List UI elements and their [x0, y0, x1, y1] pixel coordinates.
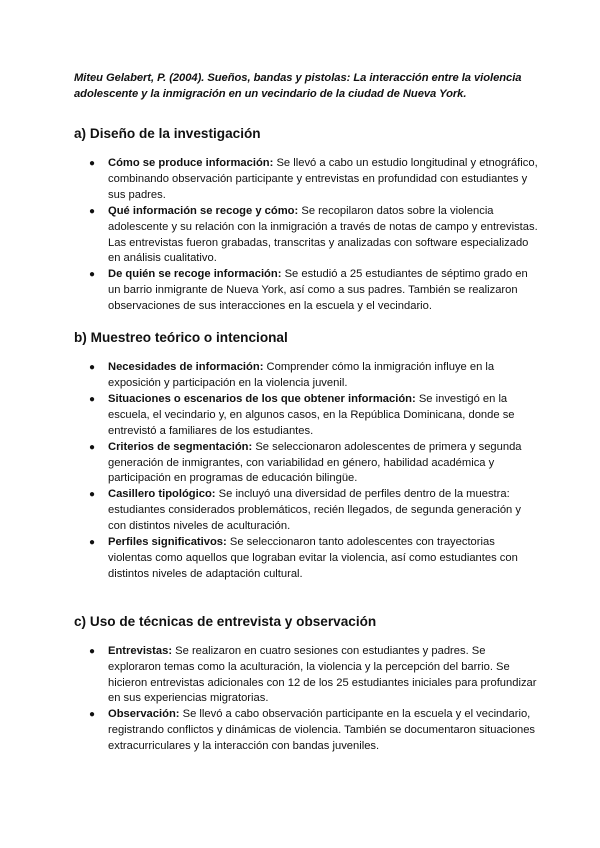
item-label: Casillero tipológico:	[108, 488, 216, 501]
item-label: Criterios de segmentación:	[108, 440, 253, 453]
item-text: Se llevó a cabo un estudio longitudinal y etnográfico, combinando observación participante y entrevistas en profundidad con estudiantes y sus padres.	[108, 157, 538, 201]
item-label: Situaciones o escenarios de los que obtener información:	[108, 392, 416, 405]
citation: Miteu Gelabert, P. (2004). Sueños, bandas y pistolas: La interacción entre la violencia adolescente y la inmigración en un vecindario de la ciudad de Nueva York.	[74, 72, 522, 100]
section-title: Diseño de la investigación	[89, 126, 261, 141]
item-text: Comprender cómo la inmigración influye en la exposición y participación en la violencia juvenil.	[108, 361, 495, 389]
list-item	[74, 267, 538, 315]
section-letter: a)	[74, 126, 87, 141]
item-label: Entrevistas:	[108, 644, 173, 657]
list-item	[74, 487, 538, 535]
item-text: Se incluyó una diversidad de perfiles dentro de la muestra: estudiantes considerados problemáticos, recién llegados, de segunda generación y con distintos niveles de aculturación.	[108, 488, 521, 533]
list-item	[74, 156, 538, 204]
item-text: Se recopilaron datos sobre la violencia adolescente y su relación con la inmigración a través de notas de campo y entrevistas. Las entrevistas fueron grabadas, transcritas y analizadas con software especializado en análisis cualitativo.	[108, 204, 538, 265]
item-text: Se seleccionaron tanto adolescentes con trayectorias violentas como aquellos que lograban evitar la violencia, así como estudiantes con distintos niveles de adaptación cultural.	[108, 536, 518, 580]
item-text: Se investigó en la escuela, el vecindario y, en algunos casos, en la República Dominicana, donde se entrevistó a familiares de los estudiantes.	[108, 392, 515, 437]
bullet-icon: ●	[89, 362, 96, 374]
item-label: Necesidades de información:	[108, 361, 264, 374]
list-item	[74, 360, 538, 392]
bullet-icon: ●	[89, 709, 96, 721]
section-b-list	[74, 360, 538, 583]
bullet-icon: ●	[89, 158, 96, 169]
list-item	[74, 440, 538, 488]
bullet-icon: ●	[89, 393, 96, 405]
item-label: Observación:	[108, 708, 180, 721]
bullet-icon: ●	[89, 489, 96, 501]
section-letter: c)	[74, 613, 87, 629]
list-item	[74, 707, 538, 755]
bullet-icon: ●	[89, 441, 96, 453]
bullet-icon: ●	[89, 537, 96, 549]
section-heading-b	[74, 329, 538, 347]
section-heading-c	[74, 613, 538, 631]
item-label: Cómo se produce información:	[108, 157, 274, 169]
section-a-list	[74, 156, 538, 315]
section-title: Uso de técnicas de entrevista y observación	[89, 613, 377, 629]
item-label: Perfiles significativos:	[108, 536, 227, 549]
section-title: Muestreo teórico o intencional	[90, 330, 288, 346]
bullet-icon: ●	[89, 269, 96, 281]
item-text: Se estudió a 25 estudiantes de séptimo grado en un barrio inmigrante de Nueva York, así como a sus padres. También se realizaron observaciones de sus interacciones en la escuela y el vecindario.	[108, 268, 528, 313]
list-item	[74, 392, 538, 440]
list-item	[74, 204, 538, 268]
section-heading-a	[74, 125, 538, 143]
item-text: Se llevó a cabo observación participante en la escuela y el vecindario, registrando conflictos y dinámicas de violencia. También se documentaron situaciones extracurriculares y la interacción con bandas juveniles.	[108, 708, 536, 753]
item-text: Se seleccionaron adolescentes de primera y segunda generación de inmigrantes, con variabilidad en género, habilidad académica y participación en programas de educación bilingüe.	[108, 440, 522, 485]
item-label: De quién se recoge información:	[108, 268, 282, 281]
list-item	[74, 644, 538, 708]
bullet-icon: ●	[89, 205, 96, 217]
bullet-icon: ●	[89, 645, 96, 657]
item-text: Se realizaron en cuatro sesiones con estudiantes y padres. Se exploraron temas como la aculturación, la violencia y la percepción del barrio. Se hicieron entrevistas adicionales con 12 de los 25 estudiantes iniciales para profundizar en sus experiencias migratorias.	[108, 644, 537, 705]
list-item	[74, 535, 538, 583]
section-c-list	[74, 644, 538, 755]
section-letter: b)	[74, 330, 87, 346]
item-label: Qué información se recoge y cómo:	[108, 204, 299, 217]
